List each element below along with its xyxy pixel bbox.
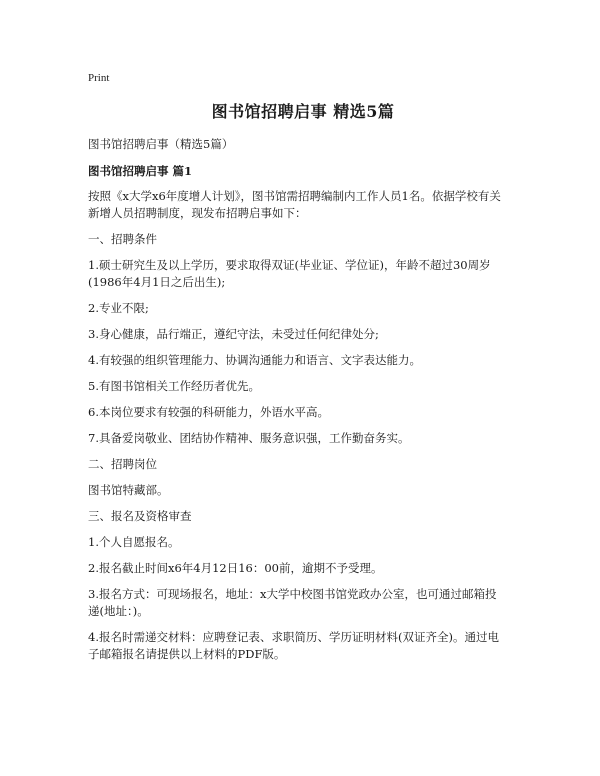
registration-line: 4.报名时需递交材料：应聘登记表、求职简历、学历证明材料(双证齐全)。通过电	[88, 630, 499, 644]
intro-line: 新增人员招聘制度，现发布招聘启事如下：	[88, 206, 307, 220]
condition-item: 7.具备爱岗敬业、团结协作精神、服务意识强，工作勤奋务实。	[88, 431, 410, 445]
document-title: 图书馆招聘启事 精选5篇	[211, 102, 395, 121]
condition-item: 4.有较强的组织管理能力、协调沟通能力和语言、文字表达能力。	[88, 353, 421, 367]
position-text: 图书馆特藏部。	[88, 483, 169, 497]
condition-line: 1.硕士研究生及以上学历，要求取得双证(毕业证、学位证)，年龄不超过30周岁	[88, 258, 491, 272]
condition-item	[88, 257, 518, 291]
registration-line: 3.报名方式：可现场报名，地址：x大学中校图书馆党政办公室，也可通过邮箱投	[88, 587, 497, 601]
registration-line: 递(地址：)。	[88, 604, 149, 618]
condition-line: (1986年4月1日之后出生);	[88, 275, 226, 289]
heading-conditions: 一、招聘条件	[88, 232, 157, 246]
condition-item: 6.本岗位要求有较强的科研能力，外语水平高。	[88, 405, 329, 419]
registration-item: 1.个人自愿报名。	[88, 535, 180, 549]
intro-line: 按照《x大学x6年度增人计划》，图书馆需招聘编制内工作人员1名。依据学校有关	[88, 189, 501, 203]
heading-position: 二、招聘岗位	[88, 457, 157, 471]
intro-paragraph	[88, 188, 518, 222]
print-link[interactable]: Print	[88, 72, 110, 84]
condition-item: 2.专业不限;	[88, 301, 149, 315]
registration-line: 子邮箱报名请提供以上材料的PDF版。	[88, 647, 286, 661]
section-heading: 图书馆招聘启事 篇1	[88, 164, 193, 178]
condition-item: 3.身心健康，品行端正，遵纪守法，未受过任何纪律处分;	[88, 327, 379, 341]
registration-item	[88, 629, 518, 663]
document-subtitle: 图书馆招聘启事（精选5篇）	[88, 137, 234, 151]
heading-registration: 三、报名及资格审查	[88, 509, 192, 523]
condition-item: 5.有图书馆相关工作经历者优先。	[88, 379, 260, 393]
registration-item: 2.报名截止时间x6年4月12日16：00前，逾期不予受理。	[88, 561, 383, 575]
registration-item	[88, 586, 518, 620]
document-page	[88, 70, 518, 672]
